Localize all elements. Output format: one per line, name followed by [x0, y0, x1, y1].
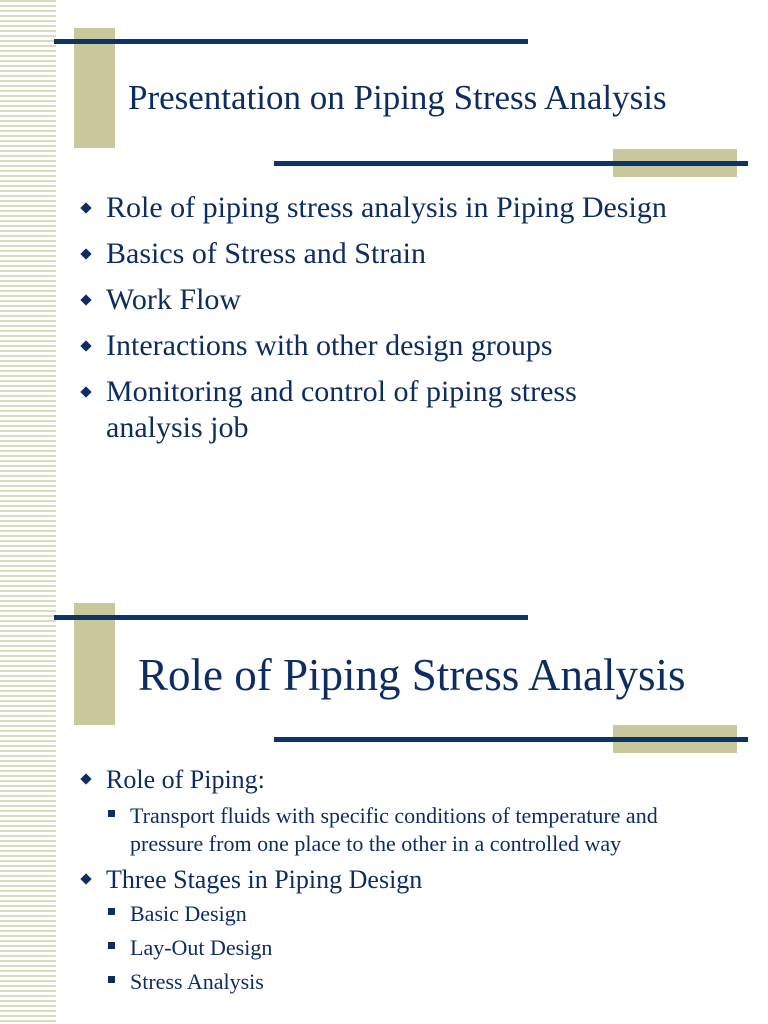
- slide-1-title: Presentation on Piping Stress Analysis: [128, 78, 667, 117]
- sub-list-item-text: Basic Design: [130, 901, 247, 926]
- square-bullet-icon: [108, 942, 115, 949]
- list-item: [78, 328, 678, 364]
- diamond-bullet-icon: [80, 248, 91, 259]
- sub-list-item: [106, 802, 718, 858]
- list-item-text: Role of Piping:: [106, 765, 265, 794]
- square-bullet-icon: [108, 908, 115, 915]
- diamond-bullet-icon: [80, 873, 91, 884]
- sub-list: [106, 802, 718, 858]
- title-vertical-accent: [74, 603, 115, 725]
- diamond-bullet-icon: [80, 773, 91, 784]
- sub-list: [106, 900, 718, 996]
- title-bottom-rule-overlay: [613, 161, 748, 166]
- sub-list-item: [106, 900, 718, 928]
- slide-2: [0, 570, 768, 1024]
- slide-1-bullet-list: [78, 190, 678, 446]
- list-item: [78, 236, 678, 272]
- list-item: [78, 282, 678, 318]
- list-item: [78, 764, 718, 858]
- title-top-rule: [54, 39, 528, 44]
- list-item-text: Three Stages in Piping Design: [106, 865, 423, 894]
- list-item-text: Work Flow: [106, 283, 242, 316]
- sub-list-item-text: Transport fluids with specific conditions of temperature and pressure from one place to the other in a controlled way: [130, 803, 658, 856]
- list-item: [78, 864, 718, 996]
- list-item-text: Role of piping stress analysis in Piping Design: [106, 191, 667, 224]
- diamond-bullet-icon: [80, 294, 91, 305]
- sub-list-item: [106, 968, 718, 996]
- sub-list-item-text: Lay-Out Design: [130, 935, 273, 960]
- list-item: [78, 190, 678, 226]
- list-item-text: Basics of Stress and Strain: [106, 237, 426, 270]
- title-bottom-rule-overlay: [613, 737, 748, 742]
- diamond-bullet-icon: [80, 202, 91, 213]
- list-item: [78, 374, 678, 446]
- diamond-bullet-icon: [80, 340, 91, 351]
- list-item-text: Interactions with other design groups: [106, 329, 553, 362]
- sub-list-item-text: Stress Analysis: [130, 969, 264, 994]
- title-vertical-accent: [74, 28, 115, 148]
- title-top-rule: [54, 615, 528, 620]
- square-bullet-icon: [108, 810, 115, 817]
- diamond-bullet-icon: [80, 386, 91, 397]
- sub-list-item: [106, 934, 718, 962]
- slide-2-title: Role of Piping Stress Analysis: [138, 650, 686, 700]
- square-bullet-icon: [108, 976, 115, 983]
- list-item-text: Monitoring and control of piping stress analysis job: [106, 375, 577, 444]
- slide-2-bullet-list: [78, 764, 718, 996]
